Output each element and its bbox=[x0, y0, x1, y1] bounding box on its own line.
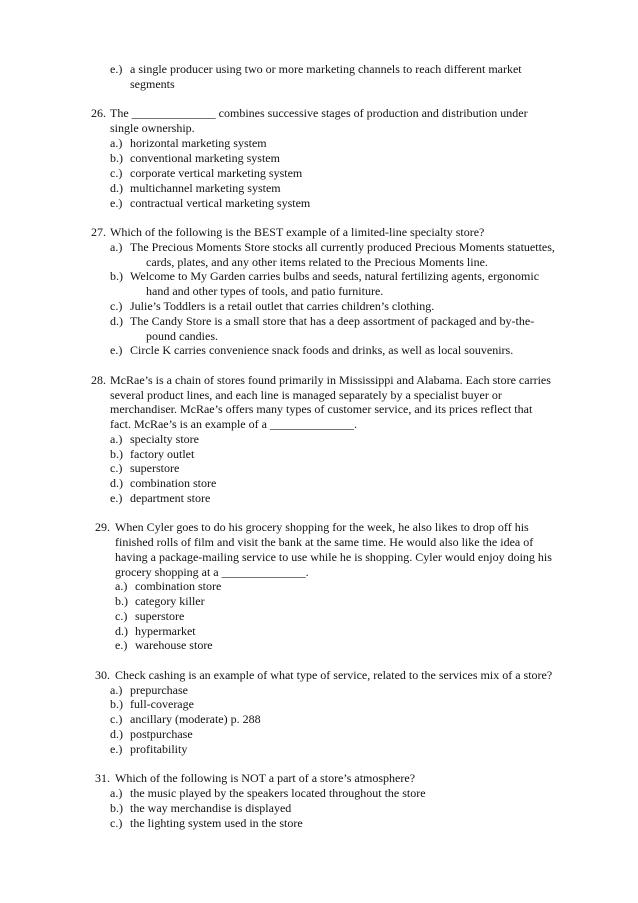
option-text: the way merchandise is displayed bbox=[130, 801, 292, 815]
option-label: e.) bbox=[110, 491, 123, 505]
option-label: c.) bbox=[110, 166, 123, 180]
option-text: category killer bbox=[135, 594, 205, 608]
option-label: d.) bbox=[115, 624, 128, 638]
question-stem: single ownership. bbox=[110, 121, 195, 135]
option-label: e.) bbox=[110, 196, 123, 210]
option-text: prepurchase bbox=[130, 683, 188, 697]
option-label: d.) bbox=[110, 727, 123, 741]
option-text: warehouse store bbox=[135, 638, 213, 652]
question-number: 31. bbox=[95, 771, 110, 785]
question-stem: several product lines, and each line is managed separately by a specialist buyer or bbox=[110, 388, 502, 402]
question-stem: When Cyler goes to do his grocery shopping for the week, he also likes to drop off his bbox=[115, 520, 529, 534]
question-number: 28. bbox=[91, 373, 106, 387]
option-text: horizontal marketing system bbox=[130, 136, 267, 150]
option-label: e.) bbox=[110, 62, 123, 76]
question-stem: Check cashing is an example of what type of service, related to the services mix of a store? bbox=[115, 668, 553, 682]
option-label: d.) bbox=[110, 181, 123, 195]
option-text: superstore bbox=[130, 461, 180, 475]
question-number: 27. bbox=[91, 225, 106, 239]
option-text: conventional marketing system bbox=[130, 151, 280, 165]
option-text: department store bbox=[130, 491, 211, 505]
option-text: pound candies. bbox=[146, 329, 218, 343]
option-label: d.) bbox=[110, 314, 123, 328]
option-label: a.) bbox=[110, 432, 123, 446]
option-label: b.) bbox=[110, 697, 123, 711]
question-number: 30. bbox=[95, 668, 110, 682]
option-label: d.) bbox=[110, 476, 123, 490]
option-text: the lighting system used in the store bbox=[130, 816, 303, 830]
option-label: a.) bbox=[115, 579, 128, 593]
option-text: cards, plates, and any other items related to the Precious Moments line. bbox=[146, 255, 488, 269]
option-text: combination store bbox=[130, 476, 217, 490]
option-text: postpurchase bbox=[130, 727, 193, 741]
option-label: a.) bbox=[110, 786, 123, 800]
option-label: c.) bbox=[110, 299, 123, 313]
option-text: Welcome to My Garden carries bulbs and seeds, natural fertilizing agents, ergonomic bbox=[130, 269, 540, 283]
option-label: e.) bbox=[110, 343, 123, 357]
option-label: a.) bbox=[110, 136, 123, 150]
option-text: hypermarket bbox=[135, 624, 196, 638]
option-label: b.) bbox=[110, 269, 123, 283]
option-text: The Candy Store is a small store that has a deep assortment of packaged and by-the- bbox=[130, 314, 535, 328]
option-label: a.) bbox=[110, 683, 123, 697]
option-text: multichannel marketing system bbox=[130, 181, 281, 195]
option-label: a.) bbox=[110, 240, 123, 254]
option-text: contractual vertical marketing system bbox=[130, 196, 311, 210]
option-text: Julie’s Toddlers is a retail outlet that carries children’s clothing. bbox=[130, 299, 435, 313]
question-stem: The ______________ combines successive stages of production and distribution under bbox=[110, 106, 528, 120]
option-label: c.) bbox=[110, 816, 123, 830]
option-text: superstore bbox=[135, 609, 185, 623]
question-stem: Which of the following is the BEST example of a limited-line specialty store? bbox=[110, 225, 485, 239]
question-number: 29. bbox=[95, 520, 110, 534]
option-label: b.) bbox=[110, 447, 123, 461]
question-number: 26. bbox=[91, 106, 106, 120]
question-stem: merchandiser. McRae’s offers many types of customer service, and its prices reflect that bbox=[110, 402, 533, 416]
question-stem: fact. McRae’s is an example of a ______________. bbox=[110, 417, 357, 431]
option-text: hand and other types of tools, and patio furniture. bbox=[146, 284, 384, 298]
option-label: e.) bbox=[110, 742, 123, 756]
option-text: full-coverage bbox=[130, 697, 194, 711]
option-label: b.) bbox=[110, 801, 123, 815]
option-label: c.) bbox=[110, 712, 123, 726]
option-label: e.) bbox=[115, 638, 128, 652]
option-text: the music played by the speakers located throughout the store bbox=[130, 786, 426, 800]
option-text: a single producer using two or more marketing channels to reach different market bbox=[130, 62, 522, 76]
option-text: The Precious Moments Store stocks all currently produced Precious Moments statuettes, bbox=[130, 240, 555, 254]
option-text: specialty store bbox=[130, 432, 199, 446]
option-text: combination store bbox=[135, 579, 222, 593]
question-stem: grocery shopping at a ______________. bbox=[115, 565, 309, 579]
option-text: profitability bbox=[130, 742, 188, 756]
option-text: corporate vertical marketing system bbox=[130, 166, 303, 180]
option-text: segments bbox=[130, 77, 175, 91]
option-label: c.) bbox=[115, 609, 128, 623]
option-label: b.) bbox=[115, 594, 128, 608]
option-label: b.) bbox=[110, 151, 123, 165]
question-stem: McRae’s is a chain of stores found primarily in Mississippi and Alabama. Each store carries bbox=[110, 373, 551, 387]
question-stem: finished rolls of film and visit the bank at the same time. He would also like the idea of bbox=[115, 535, 534, 549]
option-label: c.) bbox=[110, 461, 123, 475]
option-text: factory outlet bbox=[130, 447, 195, 461]
question-stem: Which of the following is NOT a part of a store’s atmosphere? bbox=[115, 771, 416, 785]
option-text: Circle K carries convenience snack foods and drinks, as well as local souvenirs. bbox=[130, 343, 514, 357]
option-text: ancillary (moderate) p. 288 bbox=[130, 712, 261, 726]
question-stem: having a package-mailing service to use while he is shopping. Cyler would enjoy doing his bbox=[115, 550, 552, 564]
